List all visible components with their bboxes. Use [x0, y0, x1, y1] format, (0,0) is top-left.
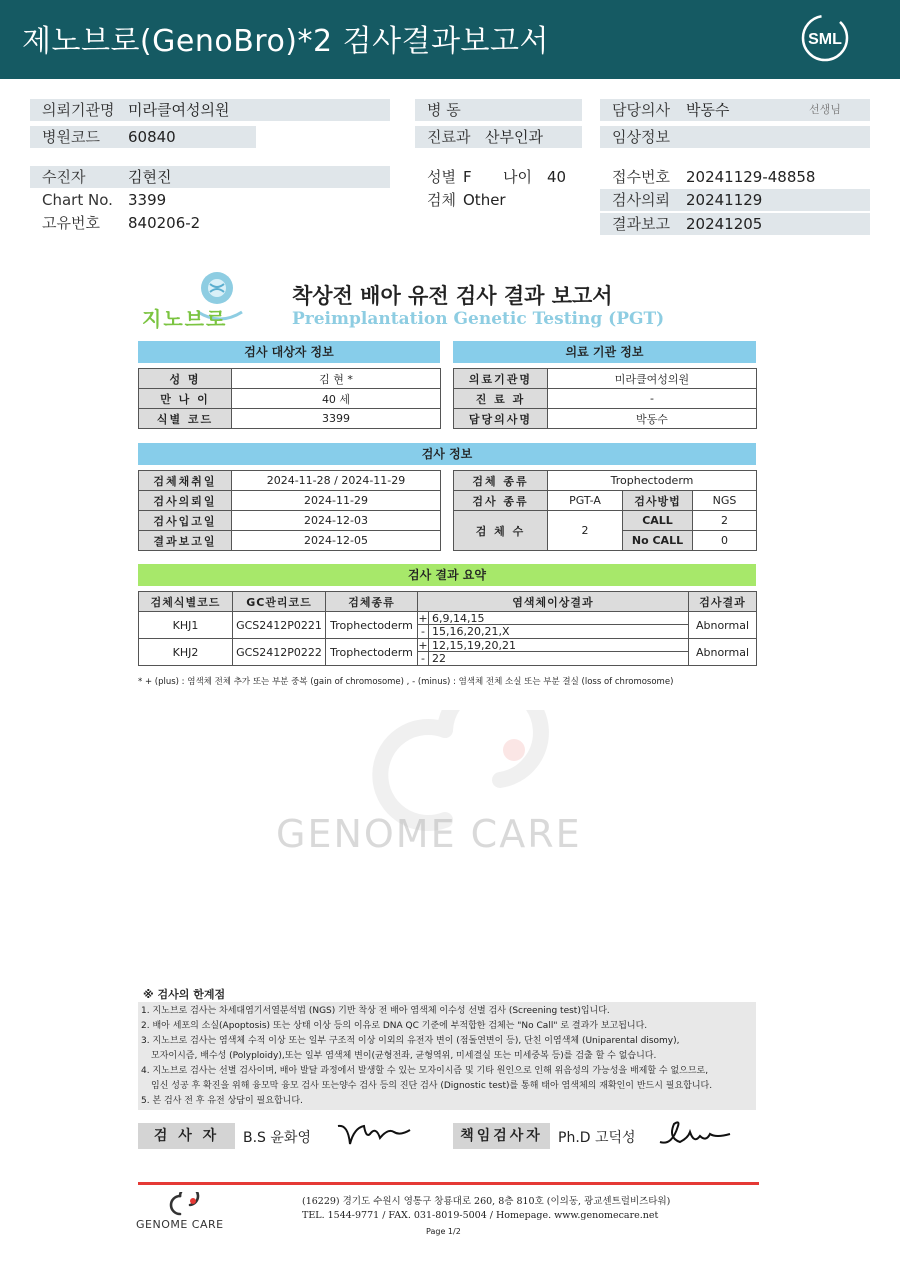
- receipt-date-value: 2024-12-03: [232, 511, 441, 531]
- table-row: [139, 612, 757, 639]
- method-label: 검사방법: [623, 491, 693, 511]
- nocall-label: No CALL: [623, 531, 693, 551]
- table-row: [139, 491, 441, 511]
- collection-date-value: 2024-11-28 / 2024-11-29: [232, 471, 441, 491]
- request-value: 20241129: [686, 191, 763, 209]
- chart-label: Chart No.: [42, 191, 113, 209]
- limitation-item: 4. 지노브로 검사는 선별 검사이며, 배아 발달 과정에서 발생할 수 있는 모자이시즘 및 기타 원인으로 인해 위음성의 가능성을 배제할 수 없으므로,: [141, 1066, 709, 1076]
- subject-info-table: [138, 368, 441, 429]
- watermark-text: GENOME CARE: [276, 812, 582, 856]
- tester-label: 검 사 자: [138, 1123, 235, 1149]
- limitation-item: 임신 성공 후 확진을 위해 융모막 융모 검사 또는양수 검사 등의 진단 검사 (Dignostic test)를 통해 태아 염색체의 재확인이 반드시 필요합니다.: [151, 1081, 713, 1091]
- sex-value: F: [463, 168, 472, 186]
- test-type-value: PGT-A: [548, 491, 623, 511]
- table-row: [139, 471, 441, 491]
- chief-label: 책임검사자: [453, 1123, 550, 1149]
- specimen-type-value: Trophectoderm: [548, 471, 757, 491]
- info-specimen: [415, 189, 585, 211]
- col-sample-type: 검체종류: [326, 592, 418, 612]
- address-line: (16229) 경기도 수원시 영통구 창룡대로 260, 8층 810호 (이의동, 광교센트럴비즈타워): [302, 1196, 671, 1207]
- unique-label: 고유번호: [42, 214, 100, 232]
- limitation-item: 3. 지노브로 검사는 염색체 수적 이상 또는 일부 구조적 이상 이외의 유전자 변이 (점돌연변이 등), 단친 이염색체 (Uniparental disomy),: [141, 1036, 680, 1046]
- nocall-value: 0: [693, 531, 757, 551]
- limitation-item: 1. 지노브로 검사는 차세대염기서열분석법 (NGS) 기반 착상 전 배아 염색체 이수성 선별 검사 (Screening test)입니다.: [141, 1006, 610, 1016]
- id-code-value: 3399: [232, 409, 441, 429]
- dept-label: 진료과: [427, 128, 471, 146]
- table-row: [139, 531, 441, 551]
- info-sex-age: [415, 166, 585, 188]
- subject-info-head: 검사 대상자 정보: [138, 341, 440, 363]
- table-row: [454, 491, 757, 511]
- table-row: [139, 409, 441, 429]
- id-code-label: 식별 코드: [139, 409, 232, 429]
- summary-footnote: * + (plus) : 염색체 전체 추가 또는 부분 중복 (gain of chromosome) , - (minus) : 염색체 전체 소실 또는 부분 결실 (loss of chromosome): [138, 677, 674, 687]
- plus-sign: +: [418, 639, 428, 652]
- dept-label: 진 료 과: [454, 389, 548, 409]
- limitation-item: 2. 배아 세포의 소실(Apoptosis) 또는 상태 이상 등의 이유로 DNA QC 기준에 부적합한 검체는 "No Call" 로 결과가 보고됩니다.: [141, 1021, 648, 1031]
- info-unique: [30, 212, 390, 234]
- dept-value: 산부인과: [485, 128, 543, 146]
- gain-chromosomes: 12,15,19,20,21: [432, 639, 516, 652]
- loss-chromosomes: 15,16,20,21,X: [432, 625, 510, 638]
- receipt-date-label: 검사입고일: [139, 511, 232, 531]
- limitations-title: ※ 검사의 한계점: [143, 988, 226, 1001]
- medical-info-head: 의료 기관 정보: [453, 341, 756, 363]
- table-row: [139, 389, 441, 409]
- report-date-label: 결과보고일: [139, 531, 232, 551]
- table-row: [454, 471, 757, 491]
- test-info-head: 검사 정보: [138, 443, 756, 465]
- info-chart: [30, 189, 390, 211]
- collection-date-label: 검체채취일: [139, 471, 232, 491]
- header-bar: [0, 0, 900, 79]
- report-date-value: 20241205: [686, 215, 763, 233]
- table-row: [454, 511, 757, 531]
- tester-signature-icon: [334, 1116, 414, 1150]
- limitation-item: 모자이시즘, 배수성 (Polyploidy),또는 일부 염색체 변이(균형전좌, 균형역위, 미세결실 또는 미세중복 등)를 검출 할 수 없습니다.: [151, 1051, 657, 1061]
- table-row: [139, 369, 441, 389]
- footer-address: [302, 1195, 670, 1223]
- subject-label: 수진자: [42, 168, 86, 186]
- test-dates-table: [138, 470, 441, 551]
- institution-label: 의료기관명: [454, 369, 548, 389]
- doctor-label: 담당의사: [612, 101, 670, 119]
- chromosome-result: [418, 639, 689, 666]
- name-value: 김 현 *: [232, 369, 441, 389]
- table-row: [139, 639, 757, 666]
- subject-value: 김현진: [128, 168, 172, 186]
- sml-logo-text: SML: [808, 31, 842, 48]
- info-report-date: [600, 213, 870, 235]
- receipt-label: 접수번호: [612, 168, 670, 186]
- age-value: 40: [547, 168, 567, 186]
- institution-value: 미라클여성의원: [548, 369, 757, 389]
- report-subtitle: Preimplantation Genetic Testing (PGT): [292, 309, 665, 329]
- unique-value: 840206-2: [128, 214, 201, 232]
- info-ward: [415, 99, 582, 121]
- sample-id: KHJ1: [139, 612, 233, 639]
- test-result: Abnormal: [689, 639, 757, 666]
- sample-type: Trophectoderm: [326, 639, 418, 666]
- col-sample-id: 검체식별코드: [139, 592, 233, 612]
- institution-value: 미라클여성의원: [128, 101, 230, 119]
- sample-type: Trophectoderm: [326, 612, 418, 639]
- info-doctor: [600, 99, 870, 121]
- genobro-logo-text: 지노브로: [142, 307, 228, 331]
- limitations-box: [138, 1002, 756, 1110]
- genome-care-logo-icon: [158, 1192, 204, 1218]
- gc-code: GCS2412P0222: [233, 639, 326, 666]
- doctor-value: 박동수: [548, 409, 757, 429]
- report-title: 착상전 배아 유전 검사 결과 보고서: [292, 284, 613, 308]
- test-specs-table: [453, 470, 757, 551]
- dept-value: -: [548, 389, 757, 409]
- plus-sign: +: [418, 612, 428, 625]
- age-value: 40 세: [232, 389, 441, 409]
- info-dept: [415, 126, 582, 148]
- minus-sign: -: [418, 625, 429, 638]
- page-title: 제노브로(GenoBro)*2 검사결과보고서: [22, 24, 549, 59]
- table-row: [454, 409, 757, 429]
- chromosome-result: [418, 612, 689, 639]
- tester-name: B.S 윤화영: [243, 1130, 311, 1146]
- table-row: [454, 389, 757, 409]
- info-subject: [30, 166, 390, 188]
- limitation-item: 5. 본 검사 전 후 유전 상담이 필요합니다.: [141, 1096, 303, 1106]
- info-hospital-code: [30, 126, 256, 148]
- request-date-value: 2024-11-29: [232, 491, 441, 511]
- hospital-code-value: 60840: [128, 128, 176, 146]
- sample-id: KHJ2: [139, 639, 233, 666]
- loss-chromosomes: 22: [432, 652, 446, 665]
- sml-logo: [800, 13, 850, 63]
- report-date-value: 2024-12-05: [232, 531, 441, 551]
- footer-divider: [138, 1182, 759, 1185]
- receipt-value: 20241129-48858: [686, 168, 816, 186]
- loss-line: [418, 625, 688, 638]
- doctor-value: 박동수: [686, 101, 730, 119]
- col-test-result: 검사결과: [689, 592, 757, 612]
- chart-value: 3399: [128, 191, 167, 209]
- gain-line: [418, 612, 688, 625]
- chief-signature-icon: [654, 1116, 734, 1150]
- medical-info-table: [453, 368, 757, 429]
- ward-label: 병 동: [427, 101, 461, 119]
- specimen-label: 검체: [427, 191, 456, 209]
- count-label: 검 체 수: [454, 511, 548, 551]
- table-header-row: [139, 592, 757, 612]
- hospital-code-label: 병원코드: [42, 128, 100, 146]
- summary-head: 검사 결과 요약: [138, 564, 756, 586]
- method-value: NGS: [693, 491, 757, 511]
- col-gc-code: GC관리코드: [233, 592, 326, 612]
- table-row: [454, 369, 757, 389]
- gain-chromosomes: 6,9,14,15: [432, 612, 485, 625]
- contact-line: TEL. 1544-9771 / FAX. 031-8019-5004 / Homepage. www.genomecare.net: [302, 1210, 659, 1221]
- info-receipt: [600, 166, 870, 188]
- loss-line: [418, 652, 688, 665]
- test-result: Abnormal: [689, 612, 757, 639]
- call-label: CALL: [623, 511, 693, 531]
- age-label: 만 나 이: [139, 389, 232, 409]
- gain-line: [418, 639, 688, 652]
- age-label: 나이: [503, 168, 532, 186]
- table-row: [139, 511, 441, 531]
- doctor-suffix: 선생님: [809, 103, 841, 116]
- info-clinical: [600, 126, 870, 148]
- page-number: Page 1/2: [426, 1227, 461, 1236]
- request-label: 검사의뢰: [612, 191, 670, 209]
- gc-code: GCS2412P0221: [233, 612, 326, 639]
- summary-table: [138, 591, 757, 666]
- institution-label: 의뢰기관명: [42, 101, 115, 119]
- doctor-label: 담당의사명: [454, 409, 548, 429]
- report-date-label: 결과보고: [612, 215, 670, 233]
- minus-sign: -: [418, 652, 429, 665]
- specimen-type-label: 검체 종류: [454, 471, 548, 491]
- clinical-label: 임상정보: [612, 128, 670, 146]
- sex-label: 성별: [427, 168, 456, 186]
- test-type-label: 검사 종류: [454, 491, 548, 511]
- info-request: [600, 189, 870, 211]
- specimen-value: Other: [463, 191, 506, 209]
- footer-brand: GENOME CARE: [136, 1218, 224, 1231]
- chief-name: Ph.D 고덕성: [558, 1130, 636, 1146]
- col-chromosome-result: 염색체이상결과: [418, 592, 689, 612]
- count-value: 2: [548, 511, 623, 551]
- name-label: 성 명: [139, 369, 232, 389]
- request-date-label: 검사의뢰일: [139, 491, 232, 511]
- call-value: 2: [693, 511, 757, 531]
- info-institution: [30, 99, 390, 121]
